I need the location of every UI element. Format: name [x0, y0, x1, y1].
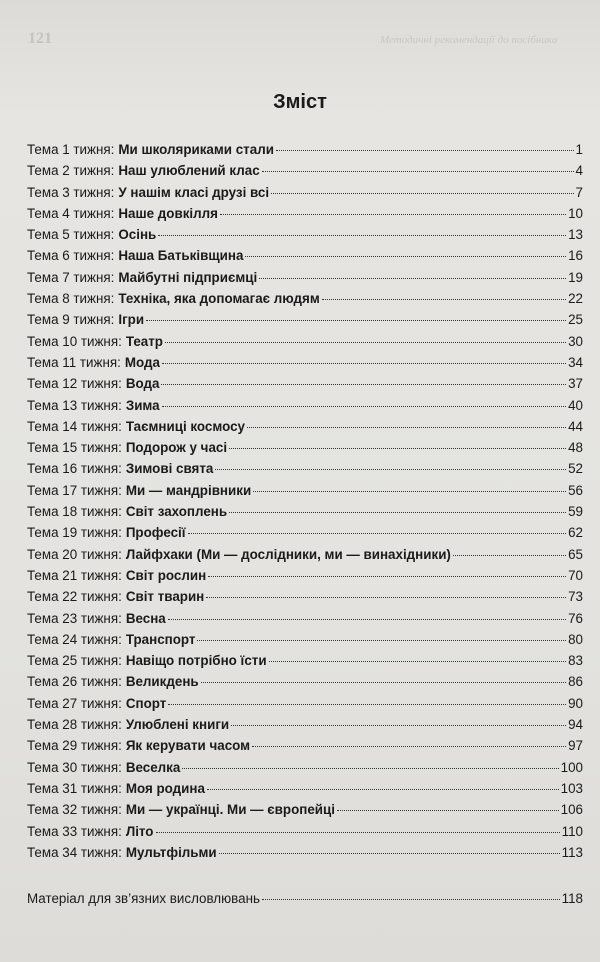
toc-row[interactable]	[27, 355, 583, 376]
toc-entry-page: 52	[568, 461, 583, 477]
toc-leader-dots	[162, 406, 566, 407]
toc-row[interactable]	[27, 270, 583, 291]
toc-leader-dots	[162, 363, 566, 364]
toc-entry-prefix: Тема 20 тижня:	[27, 546, 122, 562]
toc-entry-title: Світ захоплень	[125, 504, 228, 520]
toc-leader-dots	[271, 193, 573, 194]
toc-entry-prefix: Тема 7 тижня:	[27, 269, 115, 285]
toc-leader-dots	[220, 214, 566, 215]
toc-row[interactable]	[27, 611, 583, 632]
toc-leader-dots	[262, 171, 574, 172]
toc-entry-title: Техніка, яка допомагає людям	[118, 291, 320, 307]
toc-row[interactable]	[27, 824, 583, 845]
toc-leader-dots	[182, 768, 558, 769]
toc-leader-dots	[201, 682, 566, 683]
toc-leader-dots	[219, 853, 560, 854]
toc-row[interactable]	[27, 206, 583, 227]
toc-entry-prefix: Тема 27 тижня:	[27, 695, 122, 711]
toc-entry-title: Театр	[125, 333, 163, 349]
toc-entry-prefix: Тема 32 тижня:	[27, 802, 122, 818]
toc-entry-prefix: Тема 29 тижня:	[27, 738, 122, 754]
toc-leader-dots	[231, 725, 566, 726]
toc-leader-dots	[453, 555, 566, 556]
toc-entry-title: Великдень	[125, 674, 199, 690]
toc-entry-title: Осінь	[118, 227, 157, 243]
toc-entry-title: Мода	[124, 354, 160, 370]
toc-row[interactable]	[27, 845, 583, 866]
toc-entry-title: Наша Батьківщина	[118, 248, 244, 264]
toc-leader-dots	[206, 597, 566, 598]
toc-row[interactable]	[27, 142, 583, 163]
toc-entry-title: Веселка	[125, 759, 181, 775]
toc-entry-page: 103	[560, 780, 583, 796]
toc-entry-title: Світ рослин	[125, 567, 207, 583]
toc-entry-page: 97	[568, 738, 583, 754]
toc-entry-page: 76	[568, 610, 583, 626]
toc-entry-title: Ми — мандрівники	[125, 482, 252, 498]
toc-entry-prefix: Тема 15 тижня:	[27, 440, 122, 456]
toc-leader-dots	[158, 235, 566, 236]
toc-row[interactable]	[27, 185, 583, 206]
toc-entry-title: Навіщо потрібно їсти	[125, 653, 267, 669]
toc-entry-page: 16	[568, 248, 583, 264]
toc-entry-title: Наше довкілля	[118, 205, 218, 221]
toc-row[interactable]	[27, 568, 583, 589]
toc-entry-prefix: Тема 34 тижня:	[27, 844, 122, 860]
toc-entry-title: Ми — українці. Ми — європейці	[125, 802, 335, 818]
toc-row[interactable]	[27, 802, 583, 823]
toc-leader-dots	[215, 469, 566, 470]
toc-row[interactable]	[27, 163, 583, 184]
toc-leader-dots	[208, 576, 566, 577]
toc-row[interactable]	[27, 781, 583, 802]
toc-entry-title: Спорт	[125, 695, 167, 711]
toc-entry-page: 59	[568, 504, 583, 520]
toc-entry-prefix: Тема 23 тижня:	[27, 610, 122, 626]
toc-row[interactable]	[27, 717, 583, 738]
toc-row[interactable]	[27, 632, 583, 653]
toc-entry-prefix: Тема 1 тижня:	[27, 142, 115, 157]
toc-entry-prefix: Тема 19 тижня:	[27, 525, 122, 541]
toc-leader-dots	[197, 640, 566, 641]
toc-entry-prefix: Тема 17 тижня:	[27, 482, 122, 498]
toc-leader-dots	[245, 256, 566, 257]
toc-row[interactable]	[27, 334, 583, 355]
toc-entry-page: 86	[568, 674, 583, 690]
toc-entry-page: 44	[568, 418, 583, 434]
toc-row[interactable]	[27, 312, 583, 333]
toc-row[interactable]	[27, 653, 583, 674]
toc-entry-page: 10	[568, 205, 583, 221]
header-page-number: 121	[28, 30, 52, 47]
toc-entry-title: Ми школяриками стали	[118, 142, 274, 157]
toc-entry-title: Літо	[125, 823, 154, 839]
toc-entry-prefix: Тема 33 тижня:	[27, 823, 122, 839]
toc-leader-dots	[229, 512, 566, 513]
toc-entry-prefix: Тема 3 тижня:	[27, 184, 115, 200]
toc-leader-dots	[188, 533, 567, 534]
toc-entry-page: 30	[568, 333, 583, 349]
toc-entry-page: 48	[568, 440, 583, 456]
toc-entry-prefix: Тема 24 тижня:	[27, 631, 122, 647]
toc-entry-page: 110	[561, 823, 583, 839]
toc-extra-page: 118	[561, 891, 583, 906]
toc-entry-prefix: Тема 5 тижня:	[27, 227, 115, 243]
toc-entry-page: 106	[560, 802, 583, 818]
page-title: Зміст	[273, 91, 327, 113]
toc-entry-prefix: Тема 13 тижня:	[27, 397, 122, 413]
toc-entry-page: 34	[568, 354, 583, 370]
toc-entry-page: 1	[575, 142, 583, 157]
toc-entry-title: Подорож у часі	[125, 440, 228, 456]
toc-row-extra[interactable]	[27, 891, 583, 913]
toc-entry-page: 113	[561, 844, 583, 860]
toc-extra-label: Матеріал для зв’язних висловлювань	[27, 891, 260, 906]
toc-row[interactable]	[27, 440, 583, 461]
toc-entry-page: 83	[568, 653, 583, 669]
toc-entry-title: Професії	[125, 525, 186, 541]
toc-entry-title: Ігри	[118, 312, 145, 328]
toc-leader-dots	[207, 789, 559, 790]
toc-row[interactable]	[27, 291, 583, 312]
toc-leader-dots	[262, 899, 560, 900]
toc-leader-dots	[322, 299, 566, 300]
toc-entry-page: 80	[568, 631, 583, 647]
toc-entry-title: Світ тварин	[125, 589, 205, 605]
table-of-contents	[27, 142, 583, 866]
toc-entry-title: Транспорт	[125, 631, 196, 647]
toc-leader-dots	[253, 491, 566, 492]
toc-entry-title: Моя родина	[125, 780, 205, 796]
toc-entry-title: Вода	[125, 376, 160, 392]
toc-row[interactable]	[27, 248, 583, 269]
toc-leader-dots	[161, 384, 566, 385]
toc-entry-page: 100	[560, 759, 583, 775]
toc-entry-page: 40	[568, 397, 583, 413]
toc-row[interactable]	[27, 483, 583, 504]
toc-entry-prefix: Тема 22 тижня:	[27, 589, 122, 605]
toc-entry-title: Лайфхаки (Ми — дослідники, ми — винахідники)	[125, 546, 451, 562]
toc-entry-page: 90	[568, 695, 583, 711]
toc-leader-dots	[229, 448, 566, 449]
toc-entry-prefix: Тема 26 тижня:	[27, 674, 122, 690]
toc-entry-prefix: Тема 9 тижня:	[27, 312, 115, 328]
toc-entry-title: Мультфільми	[125, 844, 217, 860]
toc-row[interactable]	[27, 738, 583, 759]
toc-entry-prefix: Тема 14 тижня:	[27, 418, 122, 434]
toc-entry-prefix: Тема 11 тижня:	[27, 354, 121, 370]
toc-entry-title: У нашім класі друзі всі	[118, 184, 270, 200]
toc-entry-page: 7	[575, 184, 583, 200]
toc-entry-title: Улюблені книги	[125, 717, 230, 733]
toc-row[interactable]	[27, 461, 583, 482]
toc-entry-page: 19	[568, 269, 583, 285]
header-running-title: Методичні рекомендації до посібника	[380, 34, 558, 46]
toc-entry-page: 65	[568, 546, 583, 562]
toc-entry-prefix: Тема 6 тижня:	[27, 248, 115, 264]
toc-leader-dots	[337, 810, 559, 811]
toc-row[interactable]	[27, 376, 583, 397]
toc-entry-page: 94	[568, 717, 583, 733]
toc-entry-title: Як керувати часом	[125, 738, 251, 754]
toc-entry-prefix: Тема 16 тижня:	[27, 461, 122, 477]
toc-entry-prefix: Тема 12 тижня:	[27, 376, 122, 392]
toc-entry-page: 70	[568, 567, 583, 583]
toc-entry-prefix: Тема 10 тижня:	[27, 333, 122, 349]
toc-leader-dots	[276, 150, 574, 151]
toc-entry-page: 4	[575, 163, 583, 179]
toc-entry-prefix: Тема 30 тижня:	[27, 759, 122, 775]
toc-entry-prefix: Тема 8 тижня:	[27, 291, 115, 307]
toc-entry-page: 22	[568, 291, 583, 307]
toc-entry-prefix: Тема 28 тижня:	[27, 717, 122, 733]
toc-entry-prefix: Тема 25 тижня:	[27, 653, 122, 669]
toc-row[interactable]	[27, 547, 583, 568]
toc-leader-dots	[252, 746, 566, 747]
toc-extra-entry	[27, 891, 583, 913]
toc-leader-dots	[259, 278, 566, 279]
toc-entry-title: Майбутні підприємці	[118, 269, 258, 285]
toc-row[interactable]	[27, 696, 583, 717]
toc-row[interactable]	[27, 760, 583, 781]
toc-entry-title: Таємниці космосу	[125, 418, 246, 434]
toc-row[interactable]	[27, 589, 583, 610]
toc-entry-prefix: Тема 21 тижня:	[27, 567, 122, 583]
toc-leader-dots	[269, 661, 567, 662]
toc-leader-dots	[168, 704, 566, 705]
toc-entry-page: 37	[568, 376, 583, 392]
toc-leader-dots	[168, 619, 566, 620]
toc-entry-title: Зимові свята	[125, 461, 214, 477]
toc-leader-dots	[247, 427, 566, 428]
toc-leader-dots	[146, 320, 566, 321]
toc-entry-prefix: Тема 4 тижня:	[27, 205, 115, 221]
toc-row[interactable]	[27, 227, 583, 248]
toc-leader-dots	[165, 342, 566, 343]
toc-entry-title: Весна	[125, 610, 166, 626]
toc-entry-prefix: Тема 2 тижня:	[27, 163, 115, 179]
toc-entry-title: Наш улюблений клас	[118, 163, 260, 179]
toc-row[interactable]	[27, 398, 583, 419]
toc-leader-dots	[156, 832, 560, 833]
toc-entry-page: 56	[568, 482, 583, 498]
toc-row[interactable]	[27, 525, 583, 546]
toc-entry-prefix: Тема 31 тижня:	[27, 780, 122, 796]
toc-entry-page: 62	[568, 525, 583, 541]
toc-entry-page: 13	[568, 227, 583, 243]
toc-entry-title: Зима	[125, 397, 160, 413]
running-header	[0, 0, 600, 52]
toc-entry-page: 73	[568, 589, 583, 605]
toc-row[interactable]	[27, 419, 583, 440]
toc-entry-page: 25	[568, 312, 583, 328]
toc-row[interactable]	[27, 504, 583, 525]
toc-row[interactable]	[27, 674, 583, 695]
toc-entry-prefix: Тема 18 тижня:	[27, 504, 122, 520]
